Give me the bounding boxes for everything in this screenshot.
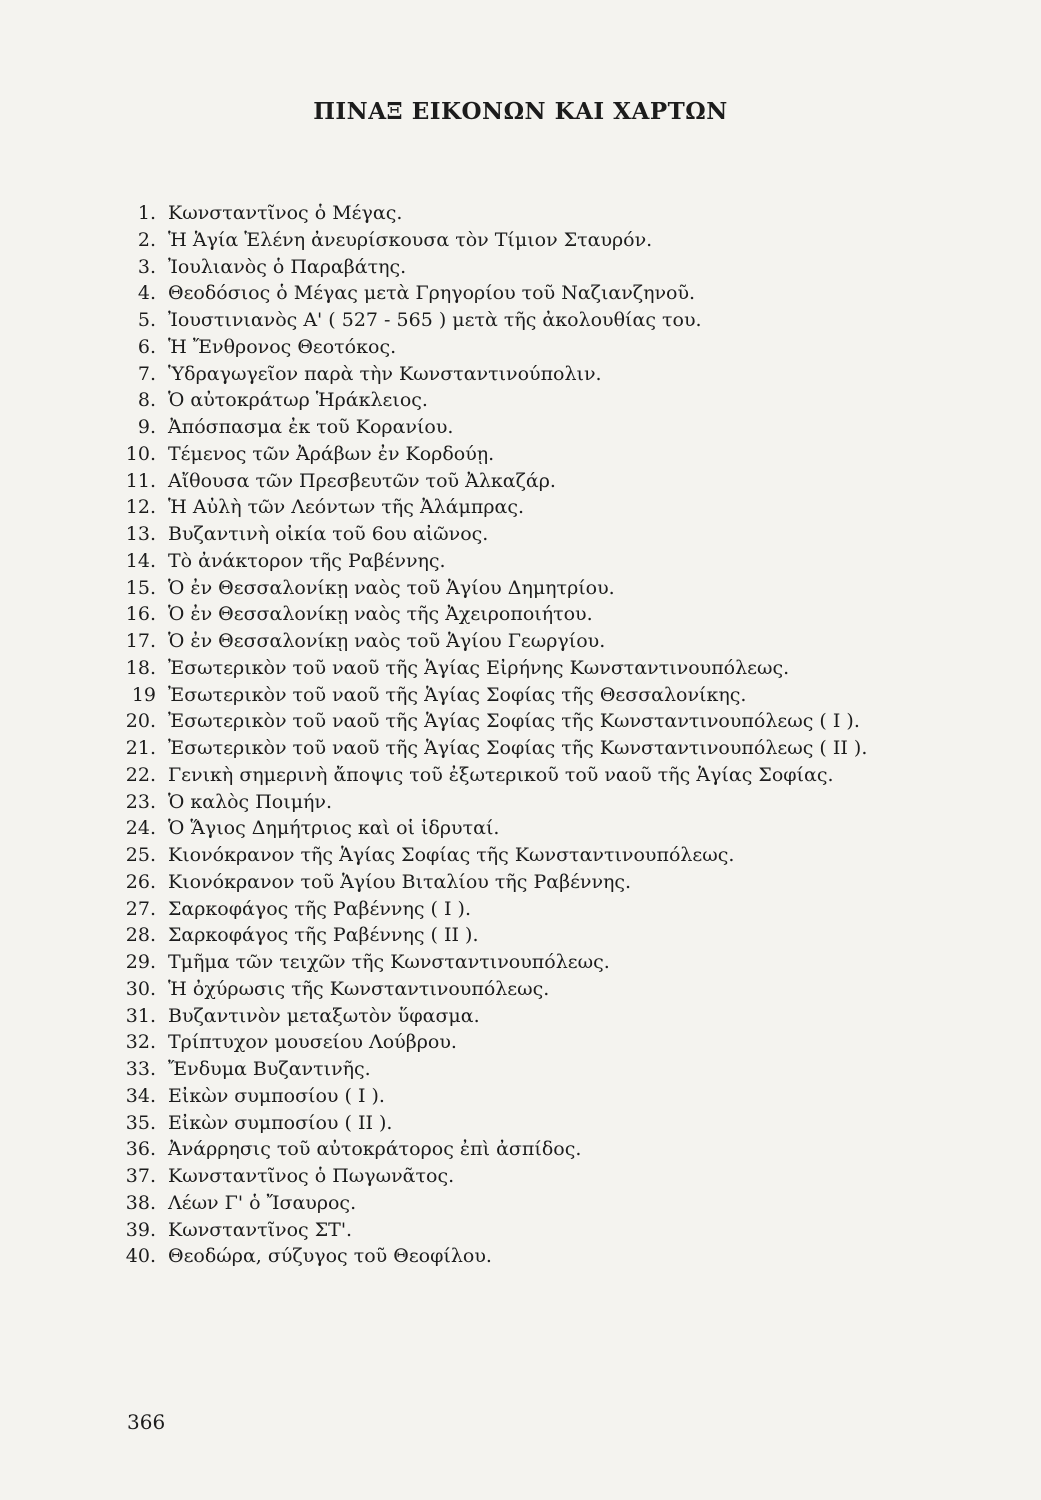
entry-text: Τὸ ἀνάκτορον τῆς Ραβέννης. [168,549,446,572]
entry-text: Ἡ Ἔνθρονος Θεοτόκος. [168,335,397,358]
entry-text: Ἀπόσπασμα ἐκ τοῦ Κορανίου. [168,416,454,438]
list-item [118,334,867,361]
list-item [118,1136,867,1163]
entry-text: Λέων Γ' ὁ Ἴσαυρος. [168,1191,357,1214]
entry-text: Ἡ ὀχύρωσις τῆς Κωνσταντινουπόλεως. [168,977,550,1000]
entry-text: Εἰκὼν συμποσίου ( ΙΙ ). [168,1111,393,1134]
entry-number: 36. [125,1138,156,1161]
entry-text: Ἐσωτερικὸν τοῦ ναοῦ τῆς Ἁγίας Εἰρήνης Κωνσταντινουπόλεως. [168,656,790,679]
list-item [118,1029,867,1056]
entry-text: Γενικὴ σημερινὴ ἄποψις τοῦ ἐξωτερικοῦ τοῦ ναοῦ τῆς Ἁγίας Σοφίας. [168,763,834,786]
entry-text: Ἡ Αὐλὴ τῶν Λεόντων τῆς Ἀλάμπρας. [168,496,525,519]
entry-number: 25. [125,844,156,866]
entry-number: 12. [125,496,156,519]
entry-text: Κωνσταντῖνος ΣΤ'. [168,1218,353,1241]
list-item [118,548,867,575]
entry-number: 40. [125,1245,156,1268]
list-item [118,361,867,388]
entry-text: Ὁ ἐν Θεσσαλονίκῃ ναὸς τοῦ Ἁγίου Δημητρίου. [168,576,615,599]
entry-number: 24. [125,817,156,840]
entry-number: 9. [137,416,156,438]
entry-number: 16. [125,603,156,626]
entry-number: 33. [125,1058,156,1080]
entry-text: Ὁ αὐτοκράτωρ Ἡράκλειος. [168,389,428,412]
entry-text: Εἰκὼν συμποσίου ( Ι ). [168,1084,385,1107]
entry-number: 22. [125,763,156,786]
entry-text: Σαρκοφάγος τῆς Ραβέννης ( Ι ). [168,897,471,920]
entry-text: Αἴθουσα τῶν Πρεσβευτῶν τοῦ Ἀλκαζάρ. [168,469,556,492]
entry-number: 4. [137,282,156,305]
entry-number: 32. [125,1031,156,1054]
entry-number: 26. [125,870,156,893]
entry-text: Ὁ καλὸς Ποιμήν. [168,790,333,813]
entry-text: Ὁ ἐν Θεσσαλονίκῃ ναὸς τοῦ Ἁγίου Γεωργίου. [168,630,606,652]
entry-number: 35. [125,1111,156,1134]
list-item [118,468,867,495]
list-item [118,441,867,468]
list-item [118,280,867,307]
entry-number: 3. [137,255,156,278]
list-item [118,815,867,842]
entry-text: Τέμενος τῶν Ἀράβων ἐν Κορδούῃ. [168,442,495,465]
list-item [118,842,867,869]
entry-number: 27. [125,897,156,920]
list-item [118,1056,867,1083]
list-item [118,1003,867,1030]
list-item [118,200,867,227]
entry-text: Κιονόκρανον τοῦ Ἁγίου Βιταλίου τῆς Ραβέννης. [168,870,632,893]
list-item [118,976,867,1003]
entry-number: 14. [125,549,156,572]
entry-text: Θεοδώρα, σύζυγος τοῦ Θεοφίλου. [168,1245,492,1268]
list-item [118,227,867,254]
entry-text: Βυζαντινὸν μεταξωτὸν ὕφασμα. [168,1004,480,1027]
list-item [118,922,867,949]
list-item [118,682,867,709]
list-item [118,789,867,816]
list-item [118,1110,867,1137]
entry-number: 21. [125,737,156,759]
list-item [118,869,867,896]
entry-text: Βυζαντινὴ οἰκία τοῦ 6ου αἰῶνος. [168,523,489,545]
entry-text: Ὑδραγωγεῖον παρὰ τὴν Κωνσταντινούπολιν. [168,362,602,385]
list-item [118,307,867,334]
entry-number: 28. [125,924,156,947]
entry-number: 19 [131,683,156,706]
list-item [118,708,867,735]
entry-text: Ἰουλιανὸς ὁ Παραβάτης. [168,255,407,278]
entry-text: Σαρκοφάγος τῆς Ραβέννης ( ΙΙ ). [168,924,479,947]
entry-number: 17. [125,630,156,652]
entry-text: Ἐσωτερικὸν τοῦ ναοῦ τῆς Ἁγίας Σοφίας τῆς Θεσσαλονίκης. [168,683,747,706]
list-item [118,655,867,682]
entry-text: Κιονόκρανον τῆς Ἁγίας Σοφίας τῆς Κωνσταντινουπόλεως. [168,844,735,866]
entry-text: Κωνσταντῖνος ὁ Πωγωνᾶτος. [168,1165,455,1187]
entry-text: Ὁ ἐν Θεσσαλονίκῃ ναὸς τῆς Ἀχειροποιήτου. [168,603,593,626]
entry-number: 6. [137,335,156,358]
entry-number: 7. [137,362,156,385]
list-item [118,254,867,281]
list-item [118,735,867,762]
entry-number: 15. [125,576,156,599]
entry-text: Ὁ Ἅγιος Δημήτριος καὶ οἱ ἱδρυταί. [168,817,500,840]
entry-number: 37. [125,1165,156,1187]
list-item [118,896,867,923]
entry-text: Ἀνάρρησις τοῦ αὐτοκράτορος ἐπὶ ἀσπίδος. [168,1138,582,1161]
entry-number: 18. [125,656,156,679]
entry-number: 30. [125,977,156,1000]
entry-text: Θεοδόσιος ὁ Μέγας μετὰ Γρηγορίου τοῦ Ναζιανζηνοῦ. [168,282,696,305]
entry-number: 34. [125,1084,156,1107]
entry-text: Τμῆμα τῶν τειχῶν τῆς Κωνσταντινουπόλεως. [168,951,610,973]
entry-number: 2. [137,228,156,251]
page-title: ΠΙΝΑΞ ΕΙΚΟΝΩΝ ΚΑΙ ΧΑΡΤΩΝ [313,98,728,125]
figure-list [118,200,867,1270]
list-item [118,1163,867,1190]
list-item [118,1083,867,1110]
entry-number: 13. [125,523,156,545]
list-item [118,1243,867,1270]
list-item [118,601,867,628]
entry-text: Κωνσταντῖνος ὁ Μέγας. [168,202,403,224]
entry-number: 31. [125,1004,156,1027]
entry-text: Ἡ Ἁγία Ἑλένη ἀνευρίσκουσα τὸν Τίμιον Σταυρόν. [168,228,653,251]
list-item [118,628,867,655]
list-item [118,387,867,414]
list-item [118,521,867,548]
list-item [118,1190,867,1217]
entry-number: 8. [137,389,156,412]
entry-text: Ἐσωτερικὸν τοῦ ναοῦ τῆς Ἁγίας Σοφίας τῆς Κωνσταντινουπόλεως ( ΙΙ ). [168,737,868,759]
list-item [118,1217,867,1244]
list-item [118,494,867,521]
entry-number: 29. [125,951,156,973]
entry-number: 1. [137,202,156,224]
entry-number: 5. [137,309,156,331]
list-item [118,414,867,441]
entry-number: 10. [125,442,156,465]
entry-number: 23. [125,790,156,813]
list-item [118,762,867,789]
entry-number: 11. [125,469,156,492]
entry-text: Ἐσωτερικὸν τοῦ ναοῦ τῆς Ἁγίας Σοφίας τῆς Κωνσταντινουπόλεως ( Ι ). [168,710,860,733]
list-item [118,949,867,976]
page-number: 366 [127,1410,166,1434]
entry-number: 38. [125,1191,156,1214]
list-item [118,575,867,602]
entry-number: 20. [125,710,156,733]
entry-text: Τρίπτυχον μουσείου Λούβρου. [168,1031,457,1054]
entry-number: 39. [125,1218,156,1241]
entry-text: Ἔνδυμα Βυζαντινῆς. [168,1058,371,1080]
entry-text: Ἰουστινιανὸς Α' ( 527 - 565 ) μετὰ τῆς ἀκολουθίας του. [168,309,702,331]
